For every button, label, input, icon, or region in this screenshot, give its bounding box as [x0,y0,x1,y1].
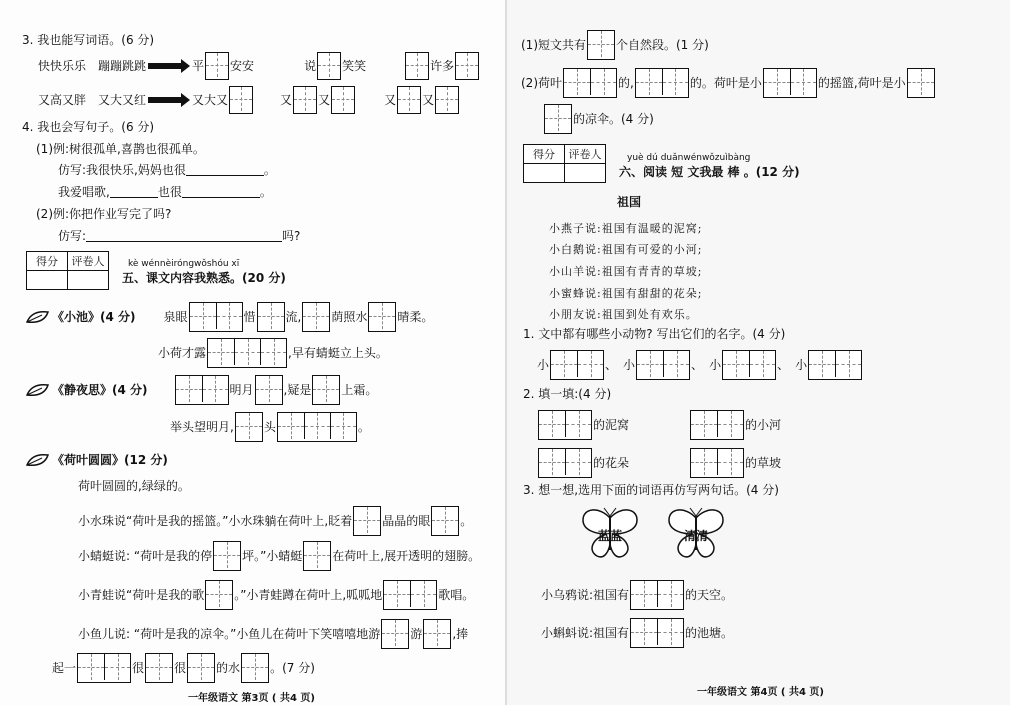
answer-prefix: 小 [537,358,550,372]
writing-box[interactable] [563,68,617,98]
passage-text: 游 [410,627,423,641]
writing-box[interactable] [636,350,690,380]
poem-line: 小朋友说:祖国到处有欢乐。 [549,308,698,321]
score-cell[interactable] [524,164,565,183]
poem-text: 泉眼 [163,310,188,324]
word-suffix: 安安 [230,59,255,73]
writing-box[interactable] [763,68,817,98]
q3-row1 [38,52,480,80]
grader-label: 评卷人 [68,252,109,271]
writing-box[interactable] [229,86,253,114]
prompt-text: 的池塘。 [685,626,734,640]
passage-text: ,捧 [452,627,469,641]
q3-row2 [38,86,460,114]
passage-text: 起一 [52,661,77,675]
heye-header [26,453,168,467]
q4-example1: (1)例:树很孤单,喜鹊也很孤单。 [36,142,205,156]
writing-box[interactable] [317,52,341,80]
writing-box[interactable] [381,619,409,649]
writing-box[interactable] [353,506,381,536]
writing-box[interactable] [550,350,604,380]
grader-label: 评卷人 [565,145,606,164]
question-text: 个自然段。(1 分) [616,38,709,52]
passage-text: 歌唱。 [438,588,475,602]
passage-text: 小青蛙说“荷叶是我的歌 [78,588,205,602]
poem-text: 晴柔。 [397,310,434,324]
prompt-text: 的天空。 [685,588,734,602]
writing-box[interactable] [331,86,355,114]
writing-box[interactable] [635,68,689,98]
jingyesi-row2 [170,412,370,442]
q4-imitate1 [58,164,276,176]
heye-line3 [78,580,474,610]
poem-text: 明月 [229,383,254,397]
writing-box[interactable] [293,86,317,114]
score-box [26,251,109,290]
passage-text: 很 [132,661,145,675]
q4-example2: (2)例:你把作业写完了吗? [36,207,172,221]
passage-text: 很 [174,661,187,675]
jingyesi-row1 [26,375,377,405]
poem-text: 上霜。 [341,383,378,397]
passage-text: 。(7 分) [270,661,315,675]
writing-box[interactable] [213,541,241,571]
heye-line4 [78,619,468,649]
writing-box[interactable] [455,52,479,80]
answer-suffix: 的花朵 [593,456,630,470]
word-prefix: 又 [280,93,293,107]
writing-box[interactable] [435,86,459,114]
leaf-icon [26,453,50,467]
poem-text: ,早有蜻蜓立上头。 [288,346,388,360]
xiaochi-row2 [158,338,388,368]
word-prefix: 又 [318,93,331,107]
prompt-text: 也很 [157,185,182,199]
writing-box[interactable] [241,653,269,683]
prompt-text: 。 [259,185,272,199]
writing-box[interactable] [587,30,615,60]
q4-imitate3 [58,230,300,242]
section-title: 六、阅读 短 文我最 棒 。(12 分) [619,165,800,179]
poem-text: 小荷才露 [158,346,207,360]
poem-label: 《小池》(4 分) [52,310,136,324]
answer-blank[interactable] [186,165,264,176]
poem-line: 小白鹅说:祖国有可爱的小河; [549,243,703,256]
arrow-icon [148,63,182,69]
score-box [523,144,606,183]
passage-text: 的水 [216,661,241,675]
writing-box[interactable] [302,302,330,332]
score-label: 得分 [27,252,68,271]
example-word: 蹦蹦跳跳 [98,59,147,73]
poem-text: 惜 [243,310,256,324]
score-label: 得分 [524,145,565,164]
q2-row1 [537,410,781,440]
q2-title: 2. 填一填:(4 分) [523,387,612,401]
section-title: 五、课文内容我熟悉。(20 分) [122,271,286,285]
poem-text: 荫照水 [331,310,368,324]
grader-cell[interactable] [68,271,109,290]
page-footer: 一年级语文 第3页 ( 共4 页) [188,693,315,704]
answer-blank[interactable] [110,187,158,198]
r-q1 [521,30,709,60]
answer-suffix: 的小河 [745,418,782,432]
r-q2 [521,68,936,98]
word-suffix: 笑笑 [342,59,367,73]
writing-box[interactable] [423,619,451,649]
prompt-text: 吗? [282,229,301,243]
section-pinyin: kè wénnèiróngwǒshóu xī [128,259,240,269]
prompt-text: 小蝌蚪说:祖国有 [541,626,630,640]
passage-text: 。 [460,514,473,528]
writing-box[interactable] [907,68,935,98]
poem-line: 小燕子说:祖国有温暖的泥窝; [549,222,703,235]
word-prefix: 又 [384,93,397,107]
writing-box[interactable] [277,412,357,442]
heye-line1 [78,506,472,536]
q3-answer2 [541,618,733,648]
writing-box[interactable] [303,541,331,571]
poem-line: 小蜜蜂说:祖国有甜甜的花朵; [549,287,703,300]
writing-box[interactable] [397,86,421,114]
heye-line2 [78,541,480,571]
r-q2-cont [543,104,654,134]
word-prefix: 说 [304,59,317,73]
prompt-text: 我爱唱歌, [58,185,110,199]
answer-prefix: 小 [709,358,722,372]
word-prefix: 平 [192,59,205,73]
passage-text: 晶晶的眼 [382,514,431,528]
q4-title: 4. 我也会写句子。(6 分) [22,120,155,134]
writing-box[interactable] [312,375,340,405]
writing-box[interactable] [77,653,131,683]
q3-title: 3. 想一想,选用下面的词语再仿写两句话。(4 分) [523,483,779,497]
poem-text: 举头望明月, [170,420,234,434]
question-text: (1)短文共有 [521,38,586,52]
writing-box[interactable] [189,302,243,332]
section-pinyin: yuè dú duǎnwénwǒzuìbàng [627,153,751,163]
poem-label: 《荷叶圆圆》(12 分) [52,453,168,467]
writing-box[interactable] [690,410,744,440]
writing-box[interactable] [207,338,287,368]
writing-box[interactable] [145,653,173,683]
question-text: 的摇篮,荷叶是小 [817,76,906,90]
answer-suffix: 的草坡 [745,456,782,470]
separator: 、 [777,358,790,372]
leaf-icon [26,310,50,324]
heye-line0: 荷叶圆圆的,绿绿的。 [78,479,190,493]
passage-text: 小鱼儿说: “荷叶是我的凉伞。”小鱼儿在荷叶下笑嘻嘻地游 [78,627,381,641]
word-suffix: 许多 [430,59,455,73]
writing-box[interactable] [205,580,233,610]
passage-text: 坪。”小蜻蜓 [242,549,303,563]
writing-box[interactable] [538,410,592,440]
answer-blank[interactable] [182,187,260,198]
question-text: 的, [618,76,634,90]
question-text: 的凉伞。(4 分) [573,112,654,126]
writing-box[interactable] [431,506,459,536]
prompt-text: 仿写: [58,229,87,243]
writing-box[interactable] [205,52,229,80]
writing-box[interactable] [383,580,437,610]
q2-row2 [537,448,781,478]
right-page [507,0,1010,705]
poem-label: 《静夜思》(4 分) [52,383,148,397]
writing-box[interactable] [690,448,744,478]
separator: 、 [605,358,618,372]
question-text: 的。荷叶是小 [689,76,762,90]
passage-text: 小蜻蜓说: “荷叶是我的停 [78,549,213,563]
q3-title: 3. 我也能写词语。(6 分) [22,33,155,47]
arrow-icon [148,97,182,103]
writing-box[interactable] [235,412,263,442]
writing-box[interactable] [175,375,229,405]
prompt-text: 。 [263,163,276,177]
prompt-text: 小乌鸦说:祖国有 [541,588,630,602]
xiaochi-row1 [26,302,433,332]
passage-text: 小水珠说“荷叶是我的摇篮。”小水珠躺在荷叶上,眨着 [78,514,353,528]
q3-answer1 [541,580,733,610]
heye-line5 [52,653,315,683]
score-cell[interactable] [27,271,68,290]
writing-box[interactable] [255,375,283,405]
poem-title: 祖国 [617,195,642,209]
passage-text: 。”小青蛙蹲在荷叶上,呱呱地 [234,588,383,602]
poem-line: 小山羊说:祖国有青青的草坡; [549,265,703,278]
q1-title: 1. 文中都有哪些小动物? 写出它们的名字。(4 分) [523,327,786,341]
answer-prefix: 小 [623,358,636,372]
writing-box[interactable] [187,653,215,683]
q4-imitate2 [58,186,272,198]
poem-text: ,疑是 [283,383,312,397]
writing-box[interactable] [257,302,285,332]
prompt-text: 仿写:我很快乐,妈妈也很 [58,163,186,177]
writing-box[interactable] [722,350,776,380]
question-text: (2)荷叶 [521,76,562,90]
answer-blank[interactable] [86,231,282,242]
poem-text: 流, [285,310,302,324]
grader-cell[interactable] [565,164,606,183]
word-option: 蓝蓝 [598,529,623,543]
page-footer: 一年级语文 第4页 ( 共4 页) [697,687,824,698]
q1-answers [537,350,863,380]
word-prefix: 又 [422,93,435,107]
answer-suffix: 的泥窝 [593,418,630,432]
example-word: 又高又胖 [38,93,87,107]
word-option: 清清 [684,529,709,543]
word-prefix: 又大又 [192,93,229,107]
writing-box[interactable] [538,448,592,478]
writing-box[interactable] [544,104,572,134]
writing-box[interactable] [630,580,684,610]
passage-text: 在荷叶上,展开透明的翅膀。 [332,549,481,563]
writing-box[interactable] [405,52,429,80]
example-word: 又大又红 [98,93,147,107]
leaf-icon [26,383,50,397]
answer-prefix: 小 [795,358,808,372]
writing-box[interactable] [630,618,684,648]
example-word: 快快乐乐 [38,59,87,73]
writing-box[interactable] [368,302,396,332]
writing-box[interactable] [808,350,862,380]
poem-text: 。 [357,420,370,434]
poem-text: 头 [263,420,276,434]
separator: 、 [691,358,704,372]
